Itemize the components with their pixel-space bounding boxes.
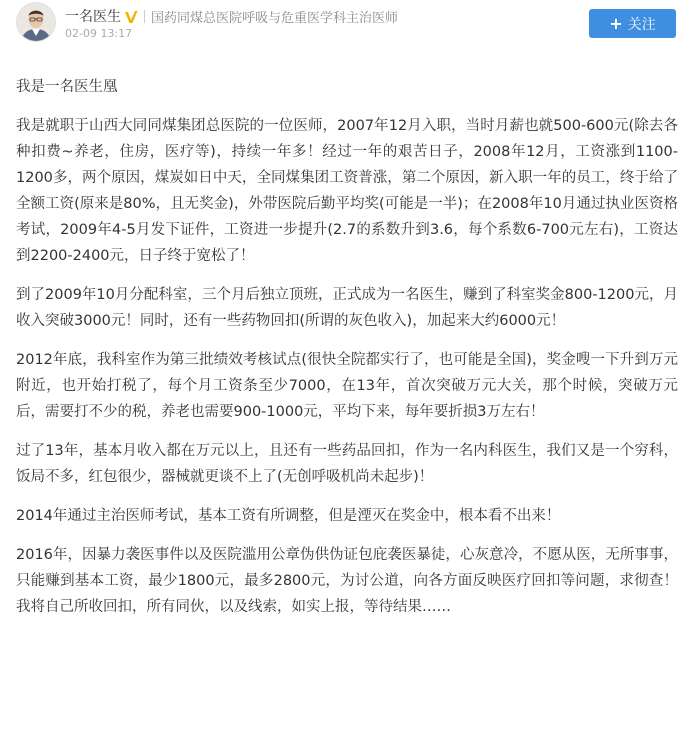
author-info-row (65, 6, 398, 26)
avatar-photo (17, 3, 55, 41)
article-paragraph: 2014年通过主治医师考试，基本工资有所调整，但是湮灭在奖金中，根本看不出来！ (16, 508, 561, 524)
article-paragraph: 我是一名医生凰 (16, 79, 118, 95)
follow-button[interactable] (589, 9, 676, 38)
author-avatar[interactable] (16, 2, 56, 42)
article-paragraph: 过了13年，基本月收入都在万元以上，且还有一些药品回扣，作为一名内科医生，我们又是一个穷科，饭局不多，红包很少，器械就更谈不上了(无创呼吸机尚未起步)！ (16, 443, 678, 485)
verified-badge-icon (124, 9, 138, 23)
article-paragraph: 2016年，因暴力袭医事件以及医院滥用公章伪供伪证包庇袭医暴徒，心灰意冷，不愿从医，无所事事，只能赚到基本工资，最少1800元，最多2800元，为讨公道，向各方面反映医疗回扣等问题，求彻查！我将自己所收回扣，所有同伙，以及线索，如实上报，等待结果…… (16, 547, 678, 615)
article-paragraph: 我是就职于山西大同同煤集团总医院的一位医师，2007年12月入职，当时月薪也就500-600元(除去各种扣费~养老，住房，医疗等)，持续一年多！经过一年的艰苦日子，2008年12月，工资涨到1100-1200多，两个原因，煤炭如日中天，全同煤集团工资普涨，第二个原因，新入职一年的员工，终于给了全额工资(原来是80%，且无奖金)，外带医院后勤平均奖(可能是一半)；在2008年10月通过执业医资格考试，2009年4-5月发下证件，工资进一步提升(2.7的系数升到3.6，每个系数6-700元左右)，工资达到2200-2400元，日子终于宽松了！ (16, 118, 678, 264)
follow-button-label: 关注 (627, 16, 656, 33)
article-paragraph: 到了2009年10月分配科室，三个月后独立顶班，正式成为一名医生，赚到了科室奖金800-1200元，月收入突破3000元！同时，还有一些药物回扣(所谓的灰色收入)，加起来大约6000元！ (16, 287, 678, 329)
author-name[interactable]: 一名医生 (65, 9, 121, 25)
article-body (16, 74, 678, 633)
post-header (0, 0, 689, 50)
post-timestamp: 02-09 13:17 (65, 27, 133, 40)
author-description: 国药同煤总医院呼吸与危重医学科主治医师 (151, 10, 399, 26)
plus-icon: + (609, 14, 623, 33)
divider (144, 10, 145, 23)
article-paragraph: 2012年底，我科室作为第三批绩效考核试点(很快全院都实行了，也可能是全国)，奖金嗖一下升到万元附近，也开始打税了，每个月工资条至少7000，在13年，首次突破万元大关，那个时候，突破万元后，需要打不少的税，养老也需要900-1000元，平均下来，每年要折损3万左右！ (16, 352, 678, 420)
